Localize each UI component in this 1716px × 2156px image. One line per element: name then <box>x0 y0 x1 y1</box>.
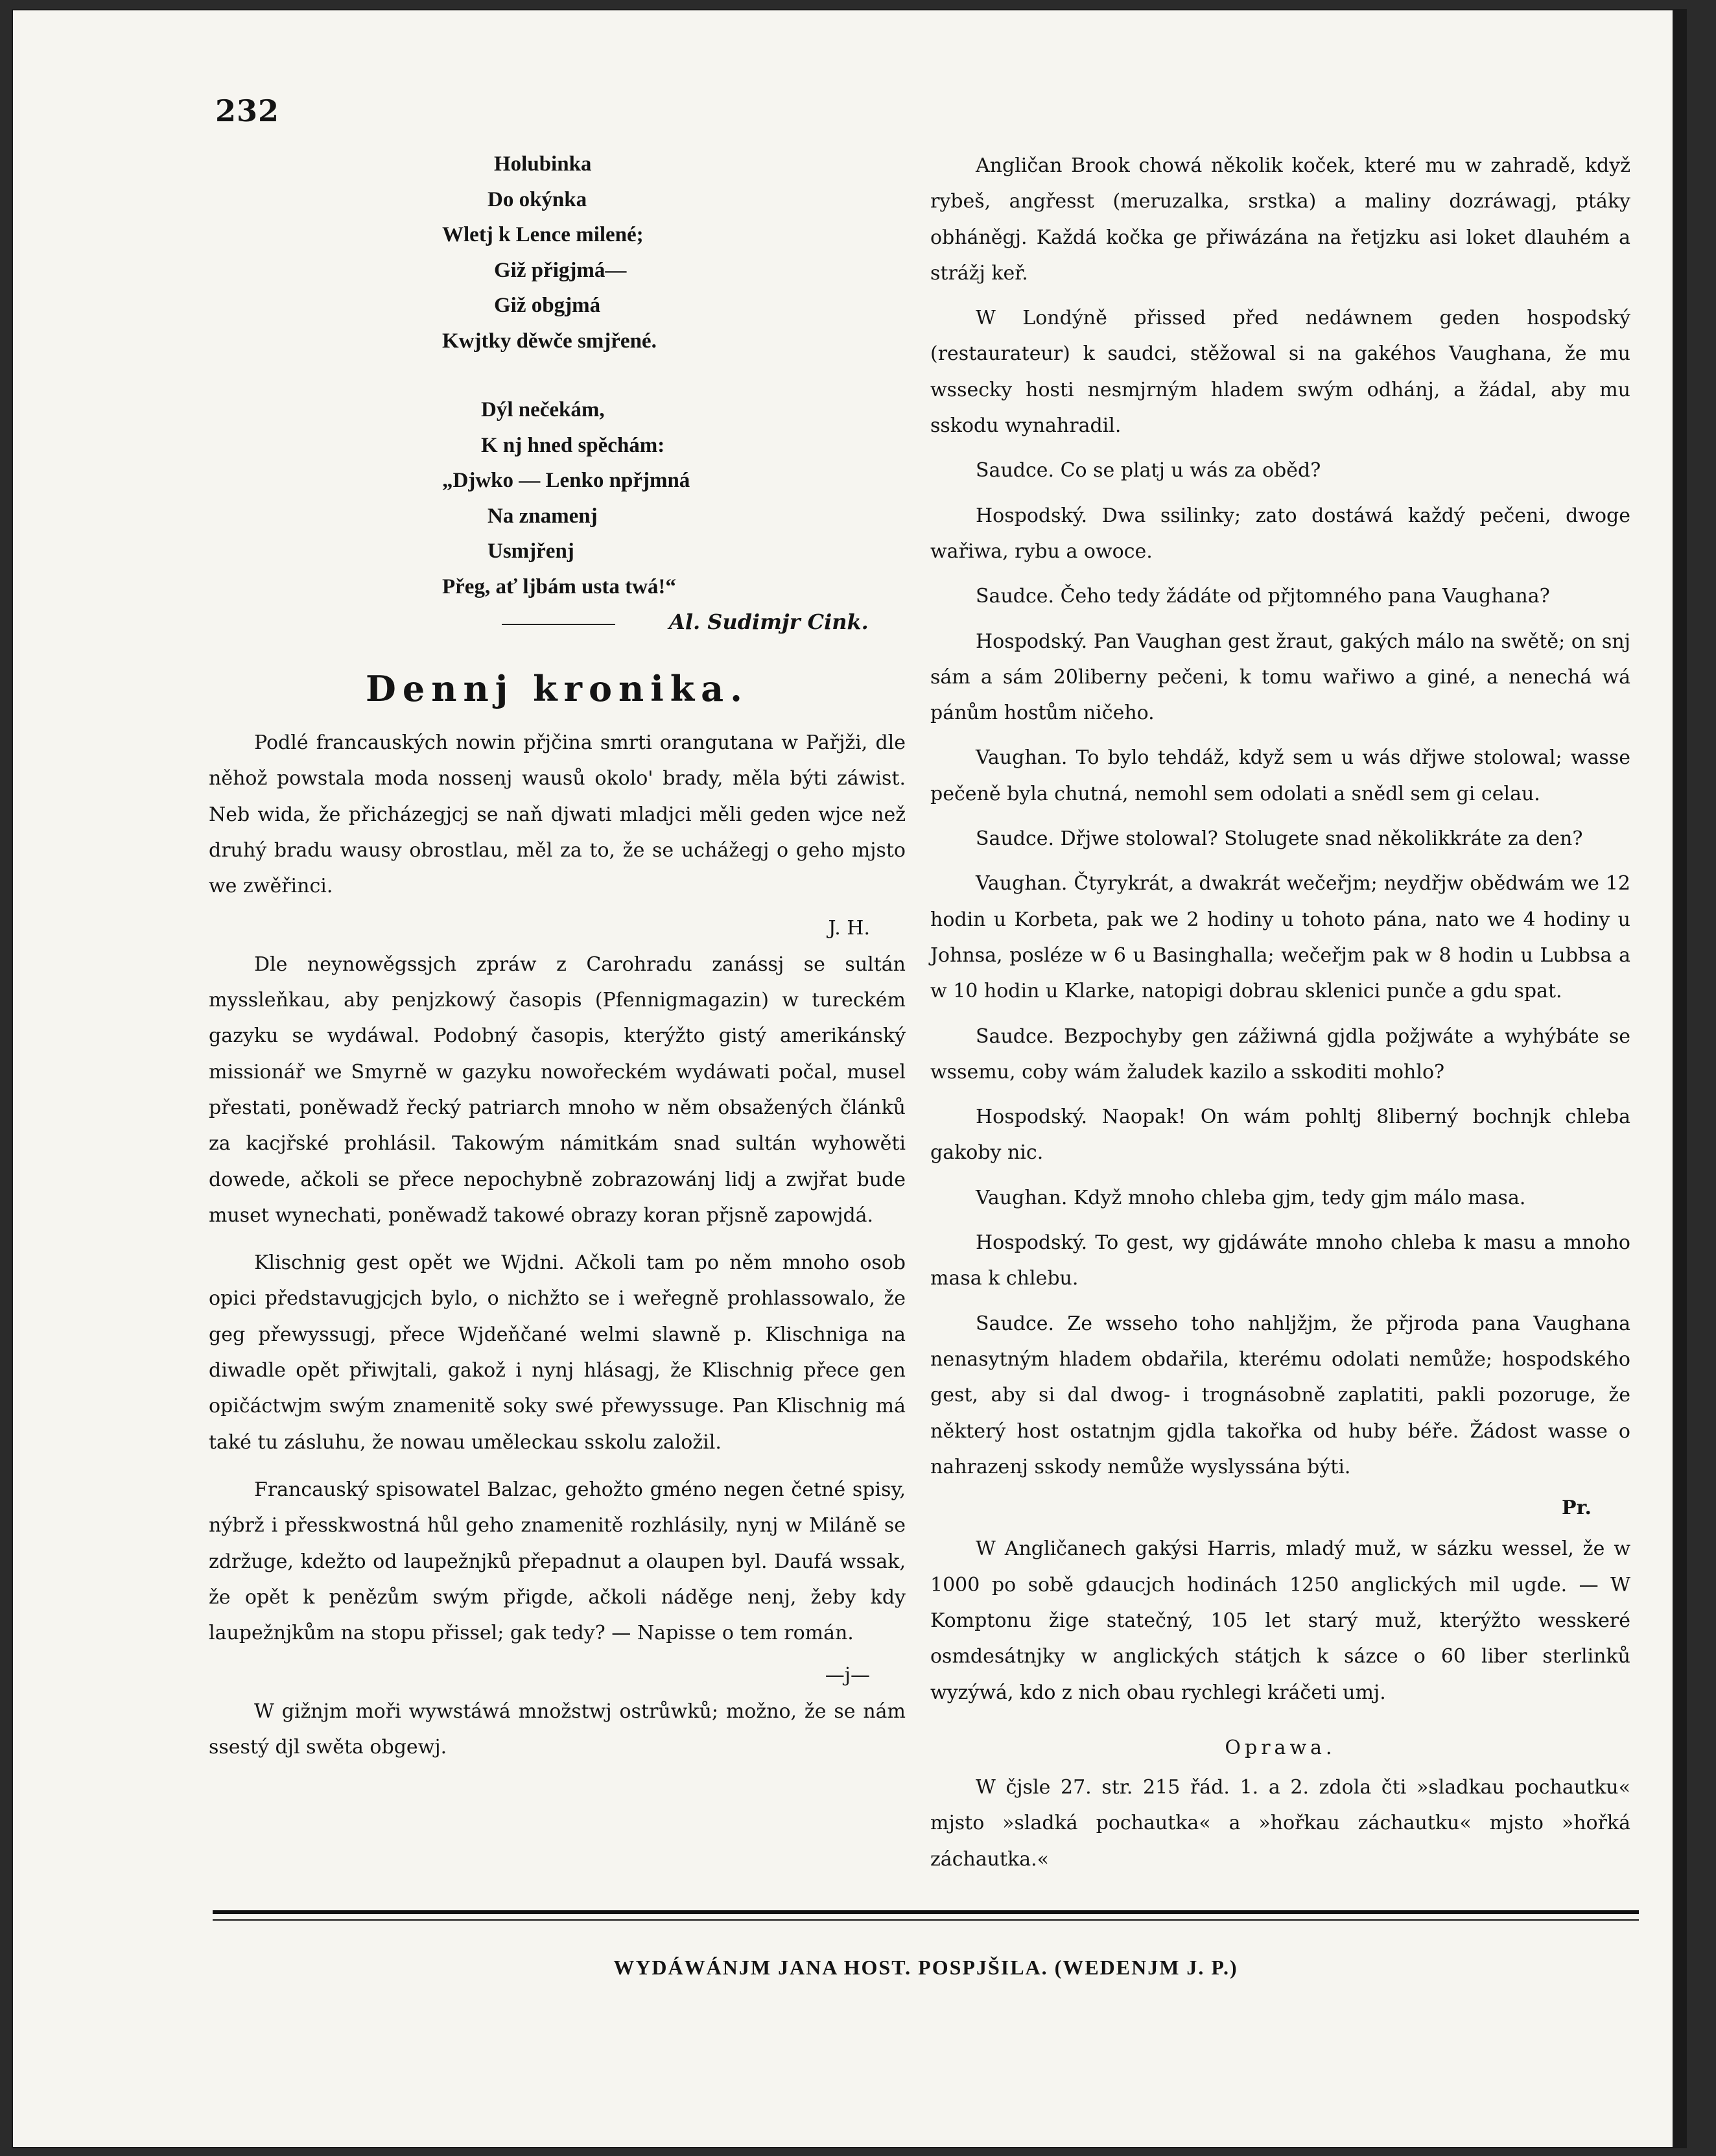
news-paragraph: W gižnjm moři wywstáwá množstwj ostrůwků; možno, že se nám ssestý djl swěta obgewj. <box>209 1700 906 1759</box>
author-initials: —j— <box>825 1664 870 1687</box>
poem-line: Holubinka <box>494 152 592 176</box>
poem-line: Wletj k Lence milené; <box>442 223 644 246</box>
poem-line: Do okýnka <box>488 187 587 211</box>
news-paragraph: Angličan Brook chowá několik koček, které mu w zahradě, když rybeš, angřesst (meruzalka, srstka) a maliny dozráwagj, ptáky obháněgj. Každá kočka ge přiwázána na řetjzku asi loket dlauhém a strážj keř. <box>930 154 1630 285</box>
news-paragraph: W Angličanech gakýsi Harris, mladý muž, w sázku wessel, že w 1000 po sobě gdaucjch hodinách 1250 anglických mil ugde. — W Komptonu žige statečný, 105 let starý muž, kterýžto wesskeré osmdesátnjky w anglických státjch k sázce o 60 liber sterlinků wyzýwá, kdo z nich obau rychlegi kráčeti umj. <box>930 1537 1630 1704</box>
poem-line: Giž přigjmá— <box>494 258 627 282</box>
section-title: Dennj kronika. <box>366 668 749 709</box>
poem-line: Kwjtky děwče smjřené. <box>442 329 657 353</box>
news-paragraph: Podlé francauských nowin přjčina smrti orangutana w Pařjži, dle něhož powstala moda nossenj wausů okolo' brady, měla býti záwist. Neb wida, že přicházegjcj se naň djwati mladjci měli geden wjce než druhý bradu wausy obrostlau, měl za to, že se uchážegj o geho mjsto we zwěřinci. <box>209 731 906 898</box>
right-column <box>930 148 1630 1886</box>
dialogue-line: Saudce. Ze wsseho toho nahljžjm, že přjroda pana Vaughana nenasytným hladem obdařila, kterému odolati nemůže; hospodského gest, aby si dal dwog- i trognásobně zaplatiti, pakli pozoruge, že některý host ostatnjm gjdla takořka od huby béře. Žádost wasse o nahrazenj sskody nemůže wyslyssána býti. <box>930 1312 1630 1478</box>
news-paragraph: Dle neynowěgssjch zpráw z Carohradu zanássj se sultán myssleňkau, aby penjzkowý časopis (Pfennigmagazin) w tureckém gazyku se wydáwal. Podobný časopis, kterýžto gistý amerikánský missionář we Smyrně w gazyku nowořeckém wydáwati počal, musel přestati, poněwadž řecký patriarch mnoho w něm obsažených článků za kacjřské prohlásil. Takowým námitkám snad sultán wyhowěti dowede, ačkoli se přece nepochybně zobrazowánj lidj a zwjřat bude muset wynechati, poněwadž takowé obrazy koran přjsně zapowjdá. <box>209 953 906 1227</box>
dialogue-line: Saudce. Čeho tedy žádáte od přjtomného pana Vaughana? <box>976 585 1550 608</box>
divider <box>502 624 615 625</box>
author-initials: Pr. <box>1561 1497 1592 1520</box>
poem-signature: Al. Sudimjr Cink. <box>669 610 869 634</box>
poem-line: Dýl nečekám, <box>481 398 605 421</box>
poem-line: Usmjřenj <box>488 539 574 563</box>
poem-signature-row <box>209 604 906 643</box>
news-paragraph: Francauský spisowatel Balzac, gehožto gméno negen četné spisy, nýbrž i přesskwostná hůl geho znamenitě rozhlásily, nynj w Miláně se zdržuge, kdežto od laupežnjků přepadnut a olaupen byl. Daufá wssak, že opět k penězům swým přigde, ačkoli náděge nenj, žeby kdy laupežnjkům na stopu přissel; gak tedy? — Napisse o tem román. <box>209 1478 906 1645</box>
dialogue-line: Hospodský. To gest, wy gjdáwáte mnoho chleba k masu a mnoho masa k chlebu. <box>930 1231 1630 1290</box>
poem-line: Na znamenj <box>488 504 598 528</box>
newspaper-page <box>12 9 1687 2148</box>
binding-edge <box>1673 10 1686 2147</box>
dialogue-line: Saudce. Dřjwe stolowal? Stolugete snad několikkráte za den? <box>976 827 1583 851</box>
news-paragraph: Klischnig gest opět we Wjdni. Ačkoli tam po něm mnoho osob opici představugjcjch bylo, o nichžto se i weřegně prohlassowalo, že geg přewyssugj, přece Wjdeňčané welmi slawně p. Klischniga na diwadle opět přiwjtali, gakož i nynj hlásagj, že Klischnig přece gen opičáctwjm swým znamenitě soky swé přewyssuge. Pan Klischnig má také tu zásluhu, že nowau uměleckau sskolu založil. <box>209 1251 906 1454</box>
dialogue-line: Vaughan. To bylo tehdáž, když sem u wás dřjwe stolowal; wasse pečeně byla chutná, nemohl sem odolati a snědl sem gi celau. <box>930 746 1630 805</box>
publisher-footer: WYDÁWÁNJM JANA HOST. POSPJŠILA. (WEDENJM J. P.) <box>613 1956 1238 1979</box>
dialogue-line: Hospodský. Dwa ssilinky; zato dostáwá každý pečeni, dwoge wařiwa, rybu a owoce. <box>930 504 1630 563</box>
erratum-text: W čjsle 27. str. 215 řád. 1. a 2. zdola čti »sladkau pochautku« mjsto »sladká pochautka« a »hořkau záchautku« mjsto »hořká záchautka.« <box>930 1776 1630 1871</box>
dialogue-line: Hospodský. Pan Vaughan gest žraut, gakých málo na swětě; on snj sám a sám 20liberny pečeni, k tomu wařiwo a giné, a nenechá wá pánům hostům ničeho. <box>930 630 1630 725</box>
footer-rule <box>213 1910 1639 1914</box>
dialogue-line: Vaughan. Když mnoho chleba gjm, tedy gjm málo masa. <box>976 1186 1526 1209</box>
footer-rule-thin <box>213 1919 1639 1921</box>
page-number: 232 <box>215 93 280 128</box>
poem-line: Přeg, ať ljbám usta twá!“ <box>442 575 676 598</box>
poem-line: K nj hned spěchám: <box>481 433 665 457</box>
poem <box>209 147 906 604</box>
news-paragraph: W Londýně přissed před nedáwnem geden hospodský (restaurateur) k saudci, stěžowal si na gakéhos Vaughana, že mu wssecky hosti nesmjrným hladem swým odhánj, a žádal, aby mu sskodu wynahradil. <box>930 307 1630 438</box>
dialogue-line: Vaughan. Čtyrykrát, a dwakrát wečeřjm; neydřjw obědwám we 12 hodin u Korbeta, pak we 2 hodiny u tohoto pána, nato we 4 hodiny u Johnsa, posléze w 6 u Basinghalla; wečeřjm pak w 8 hodin u Lubbsa a w 10 hodin u Klarke, natopigi dobrau sklenici punče a gdu spat. <box>930 872 1630 1003</box>
dialogue-line: Hospodský. Naopak! On wám pohltj 8liberný bochnjk chleba gakoby nic. <box>930 1106 1630 1165</box>
dialogue-line: Saudce. Bezpochyby gen zážiwná gjdla požjwáte a wyhýbáte se wssemu, coby wám žaludek kazilo a sskoditi mohlo? <box>930 1025 1630 1084</box>
left-column <box>209 147 906 1777</box>
dialogue-line: Saudce. Co se platj u wás za oběd? <box>976 459 1321 482</box>
author-initials: J. H. <box>828 917 870 940</box>
poem-line: „Djwko — Lenko npřjmná <box>442 469 690 492</box>
poem-line: Giž obgjmá <box>494 294 601 317</box>
erratum-title: Oprawa. <box>1225 1736 1336 1759</box>
